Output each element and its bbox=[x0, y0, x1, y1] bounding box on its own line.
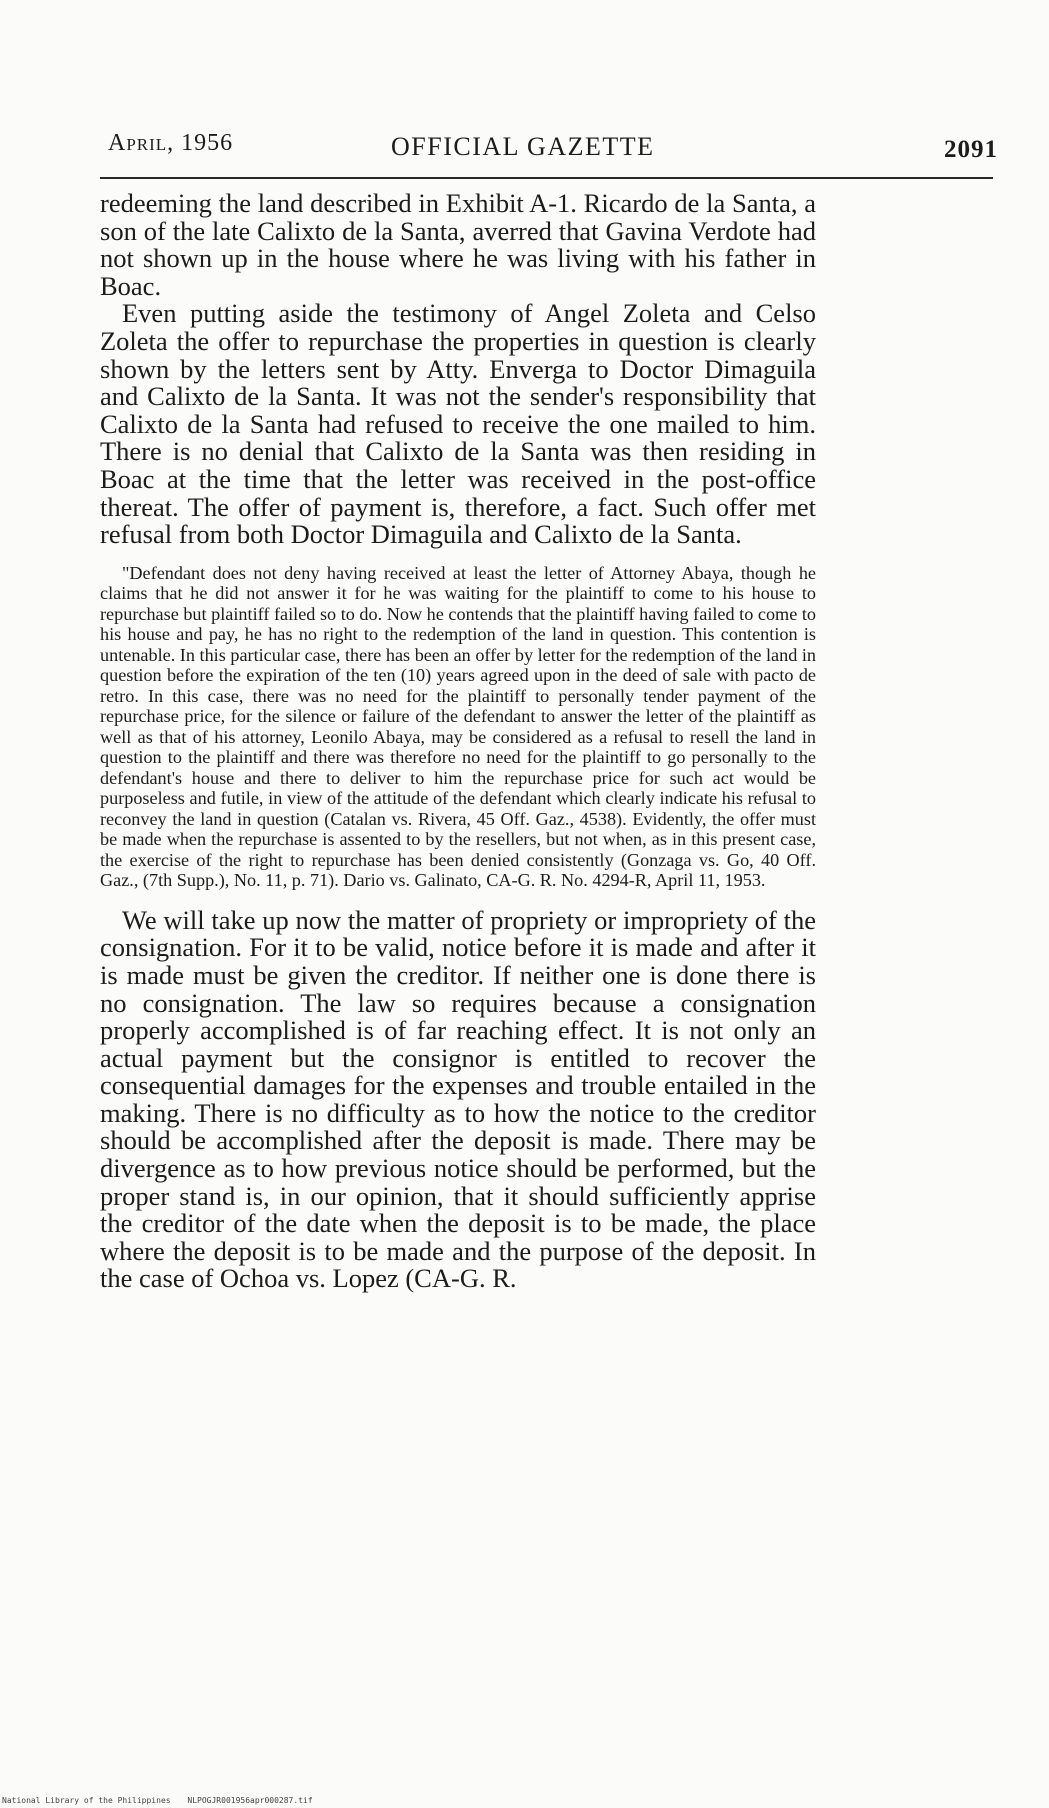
paragraph-continued: redeeming the land described in Exhibit A-1. Ricardo de la Santa, a son of the late Calixto de la Santa, averred that Gavina Verdote had not shown up in the house where he was living with his father in Boac. bbox=[100, 188, 816, 301]
page-header bbox=[108, 126, 998, 166]
header-date: April, 1956 bbox=[108, 130, 234, 156]
header-rule bbox=[100, 177, 993, 179]
file-name: NLPOGJR001956apr000287.tif bbox=[187, 1796, 313, 1805]
header-title: OFFICIAL GAZETTE bbox=[391, 132, 655, 161]
page-number: 2091 bbox=[944, 136, 998, 163]
scan-footer bbox=[2, 1796, 325, 1805]
library-credit: National Library of the Philippines bbox=[2, 1796, 171, 1805]
quoted-decision: "Defendant does not deny having received at least the letter of Attorney Abaya, though he claims that he did not answer it for he was waiting for the plaintiff to come to his house to repurchase but plaintiff failed so to do. Now he contends that the plaintiff having failed to come to his house and pay, he has no right to the redemption of the land in question. This contention is untenable. In this particular case, there has been an offer by letter for the redemption of the land in question before the expiration of the ten (10) years agreed upon in the deed of sale with pacto de retro. In this case, there was no need for the plaintiff to personally tender payment of the repurchase price, for the silence or failure of the defendant to answer the letter of the plaintiff as well as that of his attorney, Leonilo Abaya, may be considered as a refusal to resell the land in question to the plaintiff and there was therefore no need for the plaintiff to go personally to the defendant's house and there to deliver to him the repurchase price for such act would be purposeless and futile, in view of the attitude of the defendant which clearly indicate his refusal to reconvey the land in question (Catalan vs. Rivera, 45 Off. Gaz., 4538). Evidently, the offer must be made when the repurchase is assented to by the resellers, but not when, as in this present case, the exercise of the right to repurchase has been denied consistently (Gonzaga vs. Go, 40 Off. Gaz., (7th Supp.), No. 11, p. 71). Dario vs. Galinato, CA-G. R. No. 4294-R, April 11, 1953. bbox=[100, 562, 816, 891]
paragraph: We will take up now the matter of propriety or impropriety of the consignation. For it to be valid, notice before it is made and after it is made must be given the creditor. If neither one is done there is no consignation. The law so requires because a consignation properly accomplished is of far reaching effect. It is not only an actual payment but the consignor is entitled to recover the consequential damages for the expenses and trouble entailed in the making. There is no difficulty as to how the notice to the creditor should be accomplished after the deposit is made. There may be divergence as to how previous notice should be performed, but the proper stand is, in our opinion, that it should sufficiently apprise the creditor of the date when the deposit is to be made, the place where the deposit is to be made and the purpose of the deposit. In the case of Ochoa vs. Lopez (CA-G. R. bbox=[100, 904, 816, 1294]
main-text bbox=[100, 190, 816, 1293]
paragraph: Even putting aside the testimony of Angel Zoleta and Celso Zoleta the offer to repurchase the properties in question is clearly shown by the letters sent by Atty. Enverga to Doctor Dimaguila and Calixto de la Santa. It was not the sender's responsibility that Calixto de la Santa had refused to receive the one mailed to him. There is no denial that Calixto de la Santa was then residing in Boac at the time that the letter was received in the post-office thereat. The offer of payment is, therefore, a fact. Such offer met refusal from both Doctor Dimaguila and Calixto de la Santa. bbox=[100, 298, 816, 550]
